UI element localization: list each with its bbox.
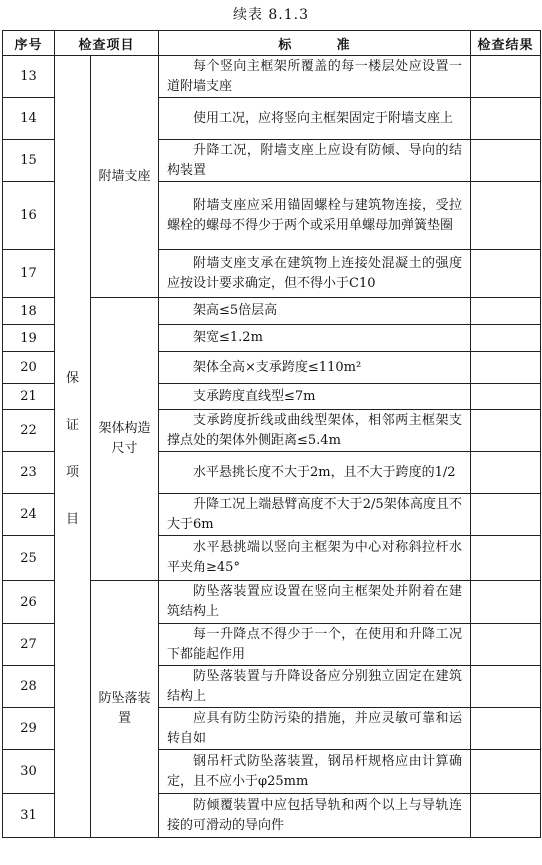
result-cell [471, 352, 541, 384]
standard-text: 每一升降点不得少于一个，在使用和升降工况下都能起作用 [159, 624, 471, 666]
standard-text: 附墙支座应采用锚固螺栓与建筑物连接，受拉螺栓的螺母不得少于两个或采用单螺母加弹簧垫圈 [159, 182, 471, 250]
standard-text: 架高≤5倍层高 [159, 298, 471, 325]
row-number: 22 [3, 410, 55, 452]
table-caption: 续表 8.1.3 [232, 7, 310, 23]
row-number: 31 [3, 794, 55, 838]
standard-text: 升降工况上端悬臂高度不大于2/5架体高度且不大于6m [159, 494, 471, 536]
result-cell [471, 140, 541, 182]
standard-text: 架宽≤1.2m [159, 325, 471, 352]
standard-text: 架体全高×支承跨度≤110m² [159, 352, 471, 384]
row-number: 28 [3, 666, 55, 708]
standard-text: 升降工况，附墙支座上应设有防倾、导向的结构装置 [159, 140, 471, 182]
standard-text: 防倾覆装置中应包括导轨和两个以上与导轨连接的可滑动的导向件 [159, 794, 471, 838]
row-number: 19 [3, 325, 55, 352]
result-cell [471, 624, 541, 666]
result-cell [471, 494, 541, 536]
row-number: 25 [3, 536, 55, 581]
header-item: 检查项目 [55, 31, 159, 56]
result-cell [471, 250, 541, 298]
result-cell [471, 182, 541, 250]
standard-text: 附墙支座支承在建筑物上连接处混凝土的强度应按设计要求确定，但不得小于C10 [159, 250, 471, 298]
result-cell [471, 536, 541, 581]
standard-text: 支承跨度直线型≤7m [159, 384, 471, 410]
row-number: 13 [3, 56, 55, 98]
row-number: 30 [3, 750, 55, 794]
result-cell [471, 410, 541, 452]
group-char: 证 [65, 417, 79, 433]
standard-text: 水平悬挑端以竖向主框架为中心对称斜拉杆水平夹角≥45° [159, 536, 471, 581]
row-number: 23 [3, 452, 55, 494]
standard-text: 水平悬挑长度不大于2m，且不大于跨度的1/2 [159, 452, 471, 494]
group-label-guarantee-items [55, 56, 91, 838]
standard-text: 应具有防尘防污染的措施，并应灵敏可靠和运转自如 [159, 708, 471, 750]
header-result: 检查结果 [471, 31, 541, 56]
group-char: 目 [65, 511, 79, 527]
header-row [3, 31, 541, 56]
row-number: 17 [3, 250, 55, 298]
header-standard: 标 准 [159, 31, 471, 56]
row-number: 27 [3, 624, 55, 666]
subgroup-frame-dimensions: 架体构造尺寸 [91, 298, 159, 581]
standard-text: 使用工况，应将竖向主框架固定于附墙支座上 [159, 98, 471, 140]
result-cell [471, 708, 541, 750]
standard-text: 防坠落装置与升降设备应分别独立固定在建筑结构上 [159, 666, 471, 708]
row-number: 20 [3, 352, 55, 384]
group-char: 保 [65, 370, 79, 386]
row-number: 14 [3, 98, 55, 140]
row-number: 26 [3, 581, 55, 624]
subgroup-wall-support: 附墙支座 [91, 56, 159, 298]
result-cell [471, 452, 541, 494]
standard-text: 钢吊杆式防坠落装置，钢吊杆规格应由计算确定，且不应小于φ25mm [159, 750, 471, 794]
result-cell [471, 56, 541, 98]
row-number: 18 [3, 298, 55, 325]
result-cell [471, 666, 541, 708]
standard-text: 每个竖向主框架所覆盖的每一楼层处应设置一道附墙支座 [159, 56, 471, 98]
result-cell [471, 794, 541, 838]
result-cell [471, 325, 541, 352]
table-row [3, 56, 541, 98]
row-number: 15 [3, 140, 55, 182]
result-cell [471, 298, 541, 325]
group-char: 项 [65, 464, 79, 480]
standard-text: 防坠落装置应设置在竖向主框架处并附着在建筑结构上 [159, 581, 471, 624]
row-number: 21 [3, 384, 55, 410]
result-cell [471, 750, 541, 794]
result-cell [471, 581, 541, 624]
standard-text: 支承跨度折线或曲线型架体，相邻两主框架支撑点处的架体外侧距离≤5.4m [159, 410, 471, 452]
header-no: 序号 [3, 31, 55, 56]
row-number: 29 [3, 708, 55, 750]
result-cell [471, 384, 541, 410]
inspection-table [2, 30, 541, 838]
subgroup-fall-arrest: 防坠落装置 [91, 581, 159, 838]
result-cell [471, 98, 541, 140]
row-number: 24 [3, 494, 55, 536]
row-number: 16 [3, 182, 55, 250]
